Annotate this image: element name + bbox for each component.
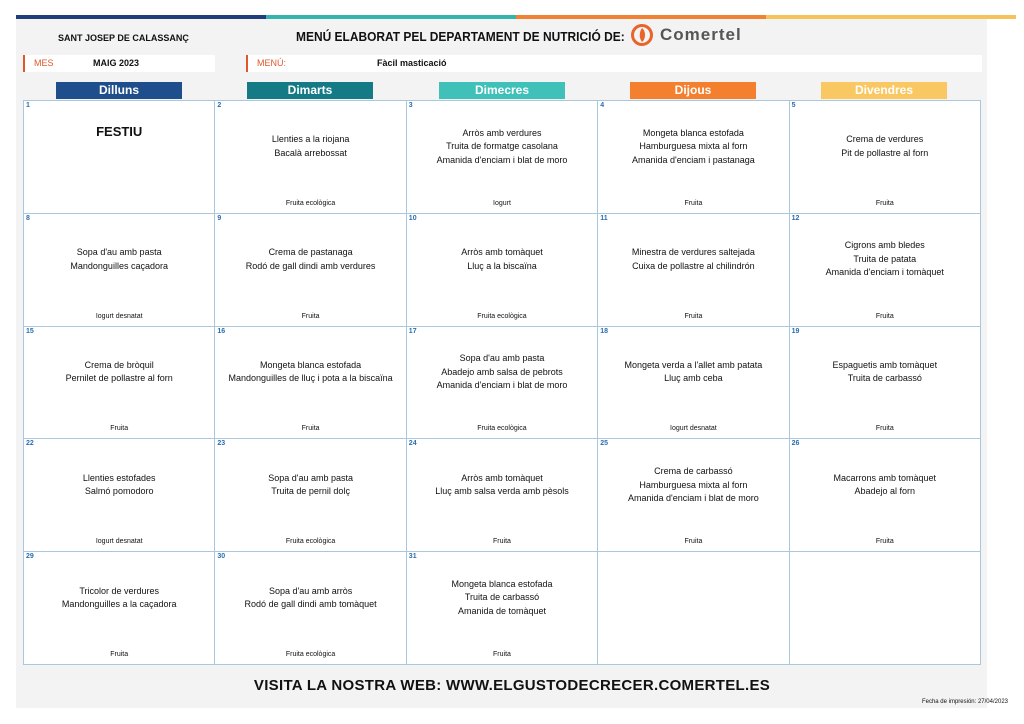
dish-list bbox=[790, 327, 980, 419]
dish-item: Rodó de gall dindi amb verdures bbox=[245, 260, 376, 271]
dessert-label: Fruita ecològica bbox=[477, 425, 527, 433]
dish-list bbox=[24, 439, 214, 531]
dish-list bbox=[790, 439, 980, 531]
dish-item: Crema de carbassó bbox=[654, 466, 733, 477]
day-header-dimarts: Dimarts bbox=[247, 82, 373, 99]
dish-item: Llenties a la riojana bbox=[271, 134, 350, 145]
dessert-label: Fruita ecològica bbox=[285, 651, 336, 658]
dish-list bbox=[407, 439, 597, 531]
day-cell-26 bbox=[790, 439, 980, 551]
day-cell-15 bbox=[24, 327, 214, 439]
dessert-label: Iogurt bbox=[493, 199, 511, 207]
day-cell-31 bbox=[407, 552, 597, 664]
day-cell-8 bbox=[24, 214, 214, 326]
dish-item: Cuixa de pollastre al chilindrón bbox=[632, 260, 755, 271]
day-cell-29 bbox=[24, 552, 214, 664]
dessert-label: Fruita bbox=[684, 312, 703, 320]
day-number: 9 bbox=[217, 214, 222, 222]
dish-list bbox=[790, 101, 980, 193]
dish-item: Llenties estofades bbox=[82, 472, 156, 483]
day-cell-10 bbox=[407, 214, 597, 326]
website-banner: VISITA LA NOSTRA WEB: WWW.ELGUSTODECRECER.COMERTEL.ES bbox=[253, 677, 771, 694]
menu-label: MENÚ: bbox=[257, 58, 286, 68]
day-cell-1 bbox=[24, 101, 214, 213]
dish-item: Pit de pollastre al forn bbox=[841, 147, 929, 158]
dish-item: Lluç amb ceba bbox=[664, 373, 723, 384]
day-cell-16 bbox=[215, 327, 405, 439]
day-number: 30 bbox=[217, 553, 226, 561]
dish-item: Cigrons amb bledes bbox=[844, 240, 925, 251]
dish-item: Crema de bròquil bbox=[84, 359, 154, 370]
day-cell-11 bbox=[598, 214, 788, 326]
dessert-label: Fruita bbox=[875, 199, 894, 207]
dish-item: Abadejo al forn bbox=[854, 486, 916, 497]
day-cell-24 bbox=[407, 439, 597, 551]
empty-cell bbox=[790, 552, 980, 664]
day-number: 4 bbox=[600, 102, 605, 109]
dessert-label: Iogurt desnatat bbox=[95, 312, 143, 320]
day-number: 22 bbox=[26, 440, 34, 448]
day-number: 31 bbox=[408, 553, 417, 561]
dish-item: Crema de verdures bbox=[846, 134, 924, 145]
day-number: 15 bbox=[26, 327, 34, 335]
dish-list bbox=[215, 552, 405, 644]
dish-item: Bacalà arrebossat bbox=[274, 147, 347, 158]
dish-list bbox=[24, 327, 214, 419]
dish-item: Amanida de tomàquet bbox=[457, 605, 547, 616]
dish-item: Mandonguilles caçadora bbox=[70, 260, 168, 271]
day-cell-2 bbox=[215, 101, 405, 213]
day-cell-17 bbox=[407, 327, 597, 439]
day-number: 11 bbox=[600, 214, 608, 222]
dish-item: Abadejo amb salsa de pebrots bbox=[441, 366, 563, 377]
day-cell-30 bbox=[215, 552, 405, 664]
day-cell-12 bbox=[790, 214, 980, 326]
dish-item: Arròs amb tomàquet bbox=[461, 472, 543, 483]
dish-item: Pernilet de pollastre al forn bbox=[65, 373, 173, 384]
dessert-label: Fruita ecològica bbox=[285, 199, 336, 207]
dish-item: Truita de pernil dolç bbox=[271, 486, 350, 497]
dish-item: Amanida d'enciam i pastanaga bbox=[631, 154, 755, 165]
dish-list bbox=[598, 327, 788, 419]
dessert-label: Iogurt desnatat bbox=[670, 425, 717, 433]
dish-list bbox=[598, 214, 788, 306]
dish-item: Macarrons amb tomàquet bbox=[833, 472, 937, 483]
comertel-logo bbox=[630, 23, 742, 47]
dish-list bbox=[407, 552, 597, 644]
dish-item: Minestra de verdures saltejada bbox=[631, 247, 755, 258]
day-number: 26 bbox=[791, 440, 800, 448]
dessert-label: Fruita bbox=[875, 538, 894, 546]
day-cell-23 bbox=[215, 439, 405, 551]
dish-list bbox=[24, 214, 214, 306]
dish-list bbox=[215, 101, 405, 193]
dish-list bbox=[407, 101, 597, 193]
dessert-label: Fruita bbox=[301, 425, 320, 433]
day-cell-9 bbox=[215, 214, 405, 326]
dessert-label: Fruita bbox=[110, 425, 129, 433]
dessert-label: Fruita bbox=[684, 538, 703, 546]
dish-item: Sopa d'au amb pasta bbox=[268, 472, 353, 483]
dish-item: Hamburguesa mixta al forn bbox=[639, 479, 748, 490]
menu-value: Fàcil masticació bbox=[377, 58, 447, 68]
page-title: MENÚ ELABORAT PEL DEPARTAMENT DE NUTRICIÓ DE: bbox=[296, 29, 625, 44]
day-cell-5 bbox=[790, 101, 980, 213]
day-cell-22 bbox=[24, 439, 214, 551]
dish-item: Hamburguesa mixta al forn bbox=[639, 141, 748, 152]
holiday-label: FESTIU bbox=[96, 124, 143, 140]
day-cell-18 bbox=[598, 327, 788, 439]
dish-item: Lluç amb salsa verda amb pèsols bbox=[435, 486, 569, 497]
dessert-label: Fruita bbox=[493, 651, 511, 658]
dish-item: Mandonguilles de lluç i pota a la biscaïna bbox=[228, 373, 393, 384]
day-header-dimecres: Dimecres bbox=[439, 82, 565, 99]
dish-item: Truita de formatge casolana bbox=[446, 141, 558, 152]
empty-cell bbox=[598, 552, 788, 664]
day-number: 25 bbox=[600, 440, 608, 448]
day-header-divendres: Divendres bbox=[821, 82, 947, 99]
dish-item: Amanida d'enciam i blat de moro bbox=[436, 154, 568, 165]
dessert-label: Fruita bbox=[684, 199, 703, 207]
day-number: 24 bbox=[408, 440, 417, 448]
dessert-label: Fruita bbox=[110, 651, 129, 658]
dish-item: Truita de patata bbox=[853, 253, 917, 264]
dish-item: Salmó pomodoro bbox=[84, 486, 154, 497]
dish-list bbox=[790, 214, 980, 306]
dessert-label: Fruita bbox=[301, 312, 320, 320]
dish-item: Lluç a la biscaïna bbox=[467, 260, 537, 271]
dish-item: Amanida d'enciam i blat de moro bbox=[627, 493, 759, 504]
dish-item: Sopa d'au amb arròs bbox=[268, 585, 353, 596]
school-name: SANT JOSEP DE CALASSANÇ bbox=[58, 33, 189, 43]
month-label: MES bbox=[34, 58, 54, 68]
menu-type-field bbox=[246, 55, 982, 72]
dish-list bbox=[598, 101, 788, 193]
dish-item: Crema de pastanaga bbox=[268, 247, 353, 258]
logo-text: Comertel bbox=[660, 25, 742, 44]
dish-list bbox=[24, 101, 214, 193]
dish-item: Mongeta verda a l'allet amb patata bbox=[624, 359, 763, 370]
day-number: 12 bbox=[791, 214, 800, 222]
day-number: 17 bbox=[408, 327, 417, 335]
dessert-label: Fruita bbox=[493, 538, 511, 546]
dish-list bbox=[215, 439, 405, 531]
dessert-label: Fruita ecològica bbox=[285, 538, 336, 546]
dish-item: Truita de carbassó bbox=[464, 592, 540, 603]
day-number: 2 bbox=[217, 102, 222, 109]
menu-calendar bbox=[23, 100, 981, 665]
dish-item: Truita de carbassó bbox=[847, 373, 922, 384]
dish-item: Espaguetis amb tomàquet bbox=[832, 359, 938, 370]
dish-list bbox=[598, 552, 788, 644]
dish-item: Sopa d'au amb pasta bbox=[459, 353, 545, 364]
dish-item: Mongeta blanca estofada bbox=[451, 578, 553, 589]
dish-item: Mongeta blanca estofada bbox=[642, 127, 744, 138]
dish-list bbox=[407, 327, 597, 419]
dish-list bbox=[215, 327, 405, 419]
month-field bbox=[23, 55, 215, 72]
dessert-label: Fruita ecològica bbox=[477, 312, 527, 320]
day-cell-3 bbox=[407, 101, 597, 213]
month-value: MAIG 2023 bbox=[93, 58, 140, 68]
dessert-label: Fruita bbox=[875, 312, 894, 320]
day-header-dijous: Dijous bbox=[630, 82, 756, 99]
dish-list bbox=[407, 214, 597, 306]
day-number: 18 bbox=[600, 327, 608, 335]
comertel-logo-icon bbox=[630, 23, 654, 47]
dish-item: Arròs amb tomàquet bbox=[461, 247, 543, 258]
dish-item: Mandonguilles a la caçadora bbox=[61, 599, 177, 610]
day-number: 23 bbox=[217, 440, 226, 448]
dessert-label: Fruita bbox=[875, 425, 894, 433]
dish-item: Sopa d'au amb pasta bbox=[76, 247, 162, 258]
dish-item: Amanida d'enciam i blat de moro bbox=[436, 380, 568, 391]
dish-list bbox=[24, 552, 214, 644]
dish-list bbox=[215, 214, 405, 306]
dish-item: Arròs amb verdures bbox=[462, 127, 542, 138]
day-number: 8 bbox=[26, 214, 30, 222]
dessert-label: Iogurt desnatat bbox=[95, 538, 143, 546]
day-cell-25 bbox=[598, 439, 788, 551]
print-date: Fecha de impresión: 27/04/2023 bbox=[921, 699, 1008, 705]
day-cell-4 bbox=[598, 101, 788, 213]
day-number: 1 bbox=[26, 102, 30, 109]
dish-list bbox=[790, 552, 980, 644]
day-number: 5 bbox=[791, 102, 796, 109]
dish-item: Tricolor de verdures bbox=[79, 585, 160, 596]
day-number: 10 bbox=[408, 214, 417, 222]
day-cell-19 bbox=[790, 327, 980, 439]
dish-item: Rodó de gall dindi amb tomàquet bbox=[244, 599, 377, 610]
dish-item: Mongeta blanca estofada bbox=[260, 359, 362, 370]
day-number: 3 bbox=[408, 102, 413, 109]
day-number: 16 bbox=[217, 327, 226, 335]
dish-list bbox=[598, 439, 788, 531]
day-number: 29 bbox=[26, 553, 34, 561]
dish-item: Amanida d'enciam i tomàquet bbox=[825, 267, 944, 278]
day-header-dilluns: Dilluns bbox=[56, 82, 182, 99]
day-number: 19 bbox=[791, 327, 800, 335]
